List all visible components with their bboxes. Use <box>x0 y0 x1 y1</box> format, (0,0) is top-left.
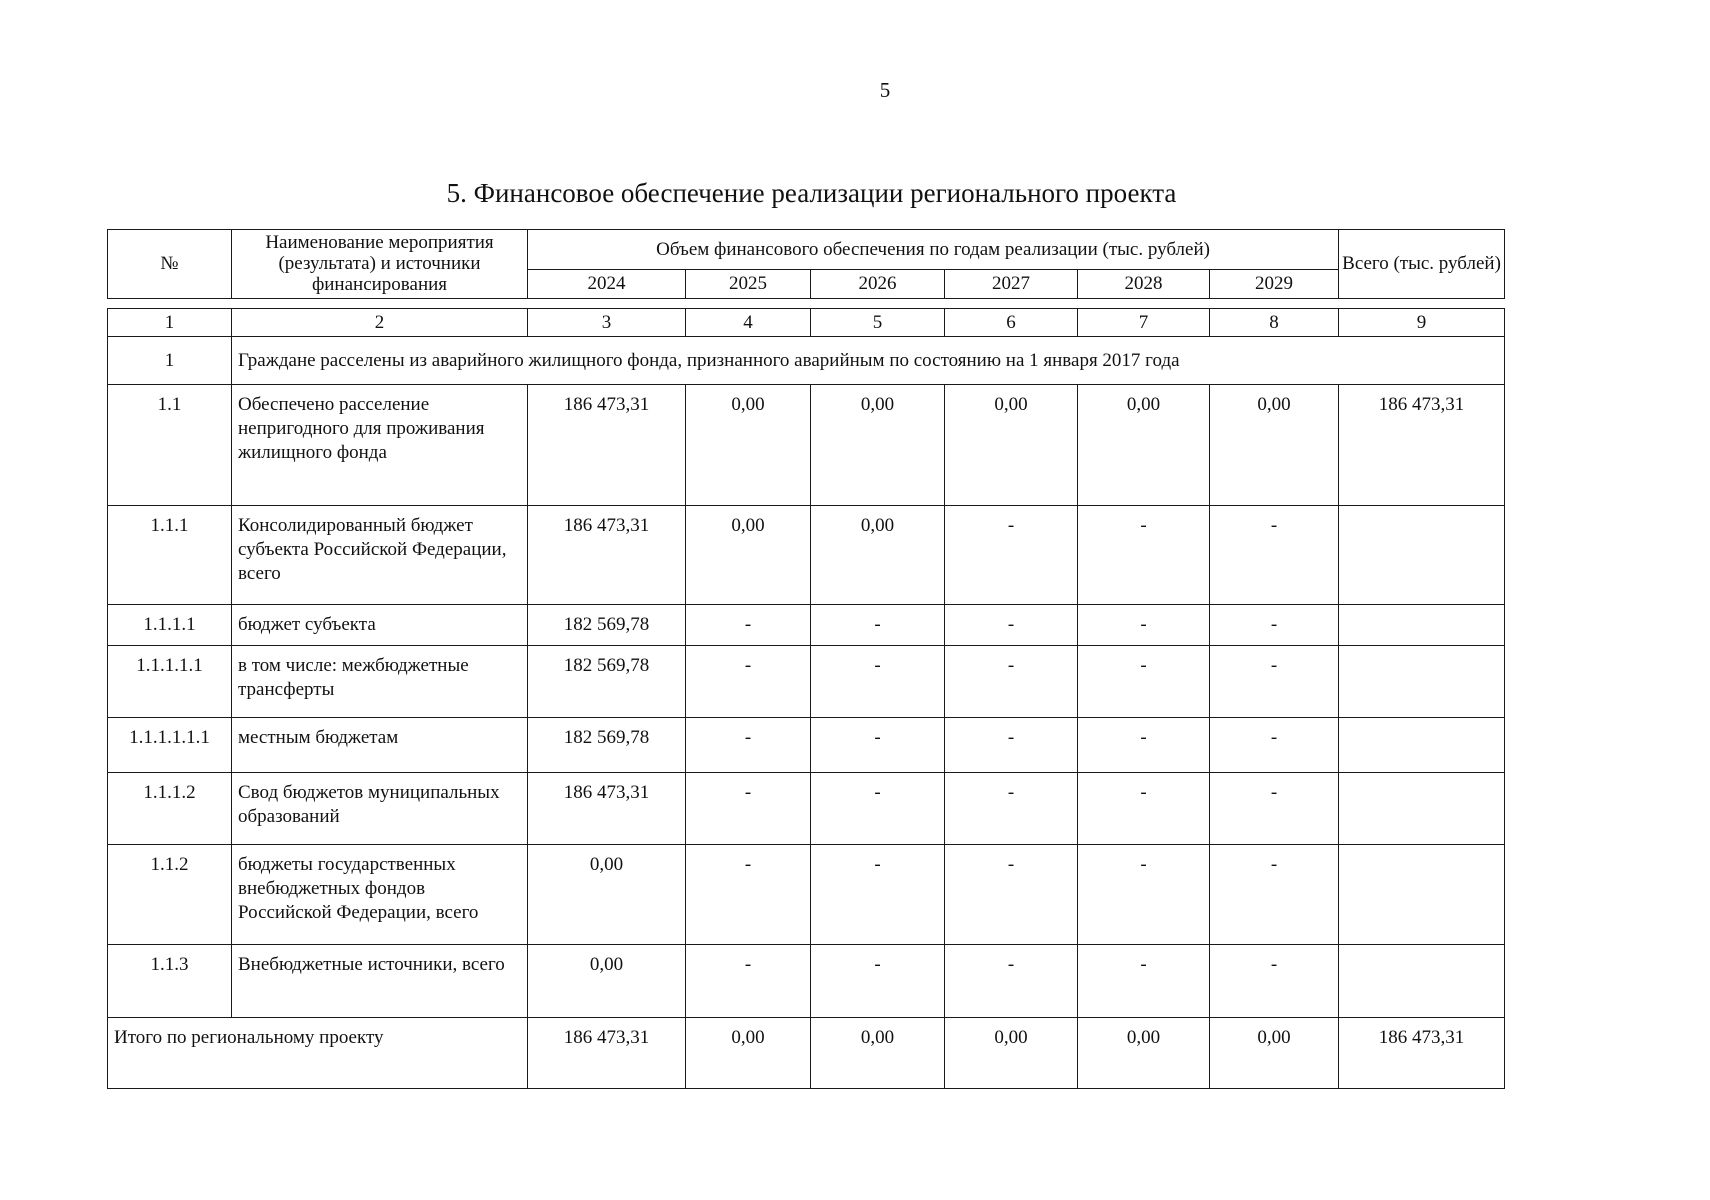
header-year: 2028 <box>1078 270 1210 299</box>
row-num: 1.1.1.1.1.1 <box>108 718 232 773</box>
row-value: 0,00 <box>686 506 811 605</box>
row-value: - <box>686 605 811 646</box>
table-row <box>108 718 1505 773</box>
row-value: - <box>811 945 945 1018</box>
row-value: - <box>811 646 945 718</box>
row-value: 186 473,31 <box>528 773 686 845</box>
page-number: 5 <box>879 78 891 102</box>
total-label: Итого по региональному проекту <box>108 1018 528 1089</box>
row-value: - <box>1210 646 1339 718</box>
goal-num: 1 <box>108 337 232 385</box>
row-value: - <box>945 845 1078 945</box>
column-index: 2 <box>232 309 528 337</box>
column-index: 1 <box>108 309 232 337</box>
table-row <box>108 605 1505 646</box>
header-col-group: Объем финансового обеспечения по годам реализации (тыс. рублей) <box>528 230 1339 270</box>
row-total <box>1339 945 1505 1018</box>
goal-row <box>108 337 1505 385</box>
row-value: - <box>1210 773 1339 845</box>
total-value: 0,00 <box>945 1018 1078 1089</box>
row-name: Консолидированный бюджет субъекта Российской Федерации, всего <box>232 506 528 605</box>
row-num: 1.1.2 <box>108 845 232 945</box>
row-name: местным бюджетам <box>232 718 528 773</box>
row-value: 0,00 <box>1078 385 1210 506</box>
row-value: 182 569,78 <box>528 646 686 718</box>
header-year: 2024 <box>528 270 686 299</box>
table-row <box>108 506 1505 605</box>
row-value: - <box>945 945 1078 1018</box>
row-name: Обеспечено расселение непригодного для проживания жилищного фонда <box>232 385 528 506</box>
row-num: 1.1.1.1.1 <box>108 646 232 718</box>
row-total <box>1339 773 1505 845</box>
row-total: 186 473,31 <box>1339 385 1505 506</box>
row-value: 186 473,31 <box>528 506 686 605</box>
row-total <box>1339 605 1505 646</box>
column-index: 4 <box>686 309 811 337</box>
row-value: - <box>1210 845 1339 945</box>
finance-table <box>107 308 1505 1089</box>
row-value: - <box>1210 945 1339 1018</box>
header-year: 2025 <box>686 270 811 299</box>
column-index: 8 <box>1210 309 1339 337</box>
row-value: 182 569,78 <box>528 605 686 646</box>
row-name: в том числе: межбюджетные трансферты <box>232 646 528 718</box>
column-index: 5 <box>811 309 945 337</box>
row-value: - <box>686 845 811 945</box>
goal-text: Граждане расселены из аварийного жилищного фонда, признанного аварийным по состоянию на 1 января 2017 года <box>232 337 1505 385</box>
row-name: Внебюджетные источники, всего <box>232 945 528 1018</box>
header-col-total: Всего (тыс. рублей) <box>1339 230 1505 299</box>
row-value: - <box>686 945 811 1018</box>
column-index: 6 <box>945 309 1078 337</box>
row-value: - <box>1078 506 1210 605</box>
row-value: 0,00 <box>945 385 1078 506</box>
row-value: - <box>811 773 945 845</box>
row-value: 186 473,31 <box>528 385 686 506</box>
row-value: - <box>945 506 1078 605</box>
row-value: - <box>686 646 811 718</box>
header-year: 2029 <box>1210 270 1339 299</box>
row-name: бюджеты государственных внебюджетных фондов Российской Федерации, всего <box>232 845 528 945</box>
row-value: 0,00 <box>811 506 945 605</box>
table-header <box>107 229 1505 299</box>
total-value: 0,00 <box>811 1018 945 1089</box>
row-num: 1.1.1.2 <box>108 773 232 845</box>
row-name: Свод бюджетов муниципальных образований <box>232 773 528 845</box>
header-col-num: № <box>108 230 232 299</box>
header-col-name: Наименование мероприятия (результата) и источники финансирования <box>232 230 528 299</box>
header-year: 2026 <box>811 270 945 299</box>
row-value: - <box>945 646 1078 718</box>
row-value: - <box>945 718 1078 773</box>
row-value: 0,00 <box>686 385 811 506</box>
row-value: - <box>945 605 1078 646</box>
row-value: - <box>1078 718 1210 773</box>
row-num: 1.1 <box>108 385 232 506</box>
row-num: 1.1.1.1 <box>108 605 232 646</box>
table-row <box>108 385 1505 506</box>
row-value: - <box>811 605 945 646</box>
total-value: 186 473,31 <box>1339 1018 1505 1089</box>
row-value: 182 569,78 <box>528 718 686 773</box>
row-total <box>1339 718 1505 773</box>
row-value: - <box>1078 773 1210 845</box>
row-value: 0,00 <box>1210 385 1339 506</box>
row-value: - <box>945 773 1078 845</box>
row-value: - <box>686 718 811 773</box>
row-value: - <box>1210 605 1339 646</box>
column-index: 7 <box>1078 309 1210 337</box>
header-year: 2027 <box>945 270 1078 299</box>
row-value: - <box>811 718 945 773</box>
column-index: 9 <box>1339 309 1505 337</box>
row-value: - <box>686 773 811 845</box>
table-row <box>108 773 1505 845</box>
row-value: - <box>1078 605 1210 646</box>
row-value: - <box>1210 506 1339 605</box>
total-value: 0,00 <box>686 1018 811 1089</box>
total-value: 0,00 <box>1210 1018 1339 1089</box>
row-value: 0,00 <box>528 845 686 945</box>
column-index: 3 <box>528 309 686 337</box>
table-row <box>108 646 1505 718</box>
row-value: - <box>1078 646 1210 718</box>
section-title: 5. Финансовое обеспечение реализации регионального проекта <box>446 178 1177 208</box>
row-name: бюджет субъекта <box>232 605 528 646</box>
total-value: 0,00 <box>1078 1018 1210 1089</box>
row-value: - <box>1078 845 1210 945</box>
row-value: - <box>1210 718 1339 773</box>
row-num: 1.1.3 <box>108 945 232 1018</box>
row-value: 0,00 <box>528 945 686 1018</box>
row-value: 0,00 <box>811 385 945 506</box>
row-num: 1.1.1 <box>108 506 232 605</box>
table-row <box>108 845 1505 945</box>
total-row <box>108 1018 1505 1089</box>
row-total <box>1339 646 1505 718</box>
row-total <box>1339 845 1505 945</box>
row-value: - <box>811 845 945 945</box>
row-total <box>1339 506 1505 605</box>
table-row <box>108 945 1505 1018</box>
row-value: - <box>1078 945 1210 1018</box>
column-index-row <box>108 309 1505 337</box>
total-value: 186 473,31 <box>528 1018 686 1089</box>
